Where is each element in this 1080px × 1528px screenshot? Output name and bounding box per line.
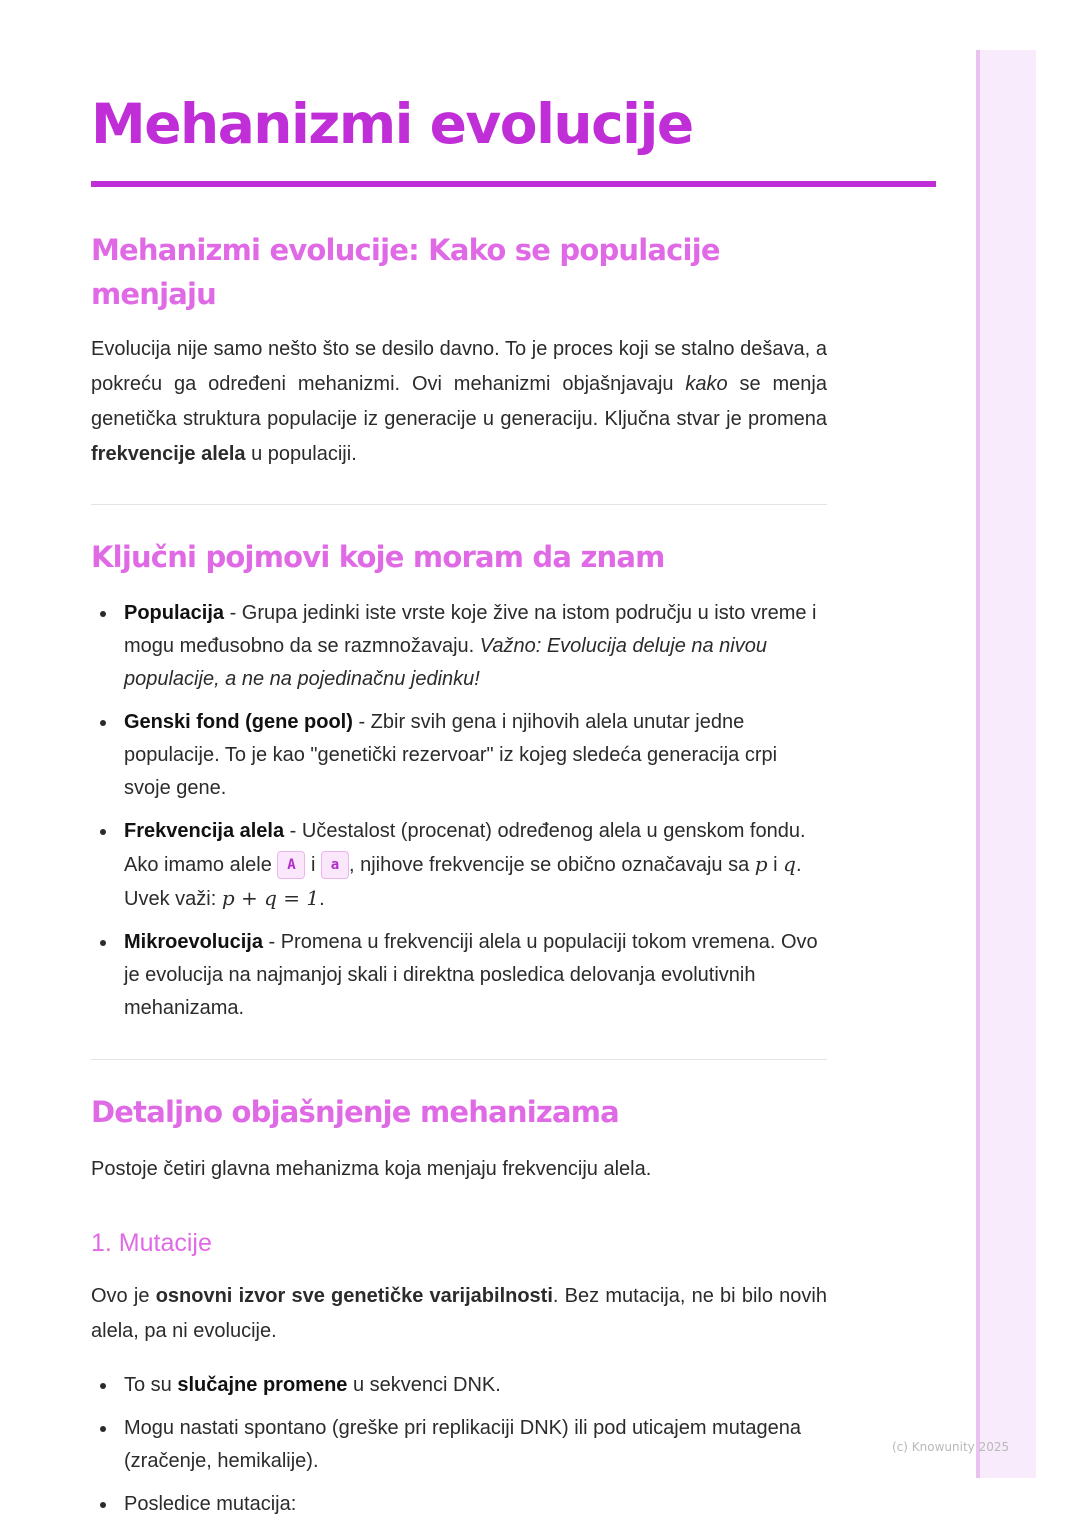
section-heading-key-terms: Ključni pojmovi koje moram da znam: [91, 540, 665, 574]
section-divider: [91, 504, 827, 505]
text-run: i: [305, 854, 321, 876]
list-item: [91, 706, 827, 805]
list-item: [91, 1369, 827, 1402]
section-divider: [91, 1059, 827, 1060]
math-symbol: p: [754, 852, 768, 876]
text-run: i: [767, 854, 784, 876]
intro-paragraph: [91, 332, 827, 472]
text-run: u populaciji.: [245, 443, 357, 465]
mutations-list: [91, 1369, 827, 1521]
term-definition: - Zbir svih gena i njihovih alela unutar jedne populacije. To je kao "genetički rezervoar" iz kojeg sledeća generacija crpi svoje gene.: [124, 711, 778, 799]
margin-strip: [976, 50, 1036, 1478]
list-item: [91, 597, 827, 696]
subheading-mutations: 1. Mutacije: [91, 1229, 212, 1257]
text-run: u sekvenci DNK.: [347, 1374, 501, 1396]
bold-term: osnovni izvor sve genetičke varijabilnosti: [155, 1285, 553, 1307]
term-note: Važno: Evolucija deluje na nivou populacije, a ne na pojedinačnu jedinku!: [124, 635, 767, 690]
list-item: [91, 1412, 827, 1478]
title-underline: [91, 181, 936, 187]
allele-code: A: [277, 851, 305, 879]
mutations-paragraph: [91, 1279, 827, 1349]
section-heading-mechanisms: Detaljno objašnjenje mehanizama: [91, 1095, 619, 1129]
term-definition: - Učestalost (procenat) određenog alela u genskom fondu. Ako imamo alele: [124, 820, 806, 876]
bold-term: slučajne promene: [177, 1374, 348, 1396]
term-label: Mikroevolucija: [124, 931, 263, 953]
allele-code: a: [321, 851, 349, 879]
text-run: Posledice mutacija:: [124, 1493, 297, 1515]
text-run: Mogu nastati spontano (greške pri replikaciji DNK) ili pod uticajem mutagena (zračenje, hemikalije).: [124, 1417, 801, 1472]
mechanisms-intro: Postoje četiri glavna mehanizma koja menjaju frekvenciju alela.: [91, 1158, 652, 1180]
math-symbol: q: [783, 852, 796, 876]
text-run: .: [319, 888, 325, 910]
key-terms-list: [91, 597, 827, 1025]
math-formula: p + q = 1: [221, 886, 320, 910]
term-label: Frekvencija alela: [124, 820, 285, 842]
text-run: . Uvek važi:: [124, 854, 802, 910]
bold-term: frekvencije alela: [91, 443, 246, 465]
term-label: Genski fond (gene pool): [124, 711, 353, 733]
list-item: [91, 926, 827, 1025]
term-definition: - Grupa jedinki iste vrste koje žive na istom području u isto vreme i mogu međusobno da se razmnožavaju.: [124, 602, 817, 657]
text-run: se menja genetička struktura populacije iz generacije u generaciju. Ključna stvar je promena: [91, 373, 827, 430]
section-heading-intro: Mehanizmi evolucije: Kako se populacije menjaju: [91, 233, 720, 311]
list-item: [91, 1488, 827, 1521]
term-label: Populacija: [124, 602, 225, 624]
emphasis-text: kako: [685, 373, 728, 395]
document-body: [91, 228, 827, 1521]
text-run: Evolucija nije samo nešto što se desilo davno. To je proces koji se stalno dešava, a pokreću ga određeni mehanizmi. Ovi mehanizmi objašnjavaju: [91, 338, 827, 395]
watermark: (c) Knowunity 2025: [892, 1440, 1010, 1454]
text-run: , njihove frekvencije se obično označavaju sa: [348, 854, 755, 876]
text-run: . Bez mutacija, ne bi bilo novih alela, pa ni evolucije.: [91, 1285, 827, 1342]
page-title: Mehanizmi evolucije: [91, 92, 693, 156]
list-item: [91, 815, 827, 916]
text-run: To su: [124, 1374, 178, 1396]
term-definition: - Promena u frekvenciji alela u populaciji tokom vremena. Ovo je evolucija na najmanjoj skali i direktna posledica delovanja evolutivnih mehanizama.: [124, 931, 818, 1019]
text-run: Ovo je: [91, 1285, 156, 1307]
